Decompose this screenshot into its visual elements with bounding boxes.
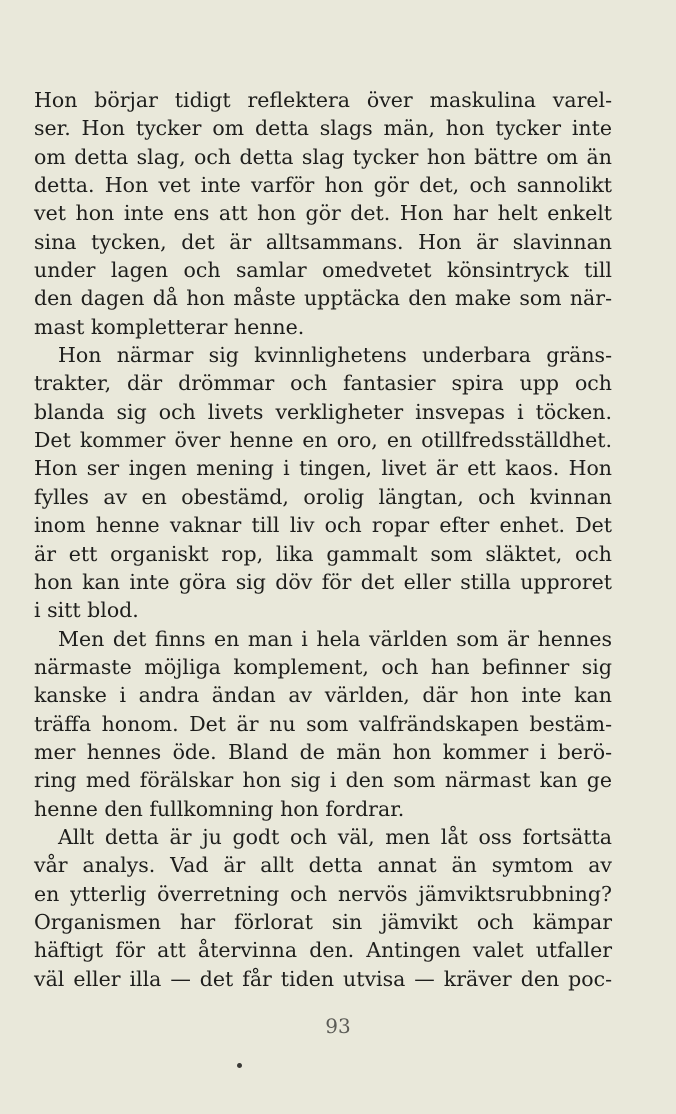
text-line: inom henne vaknar till liv och ropar efter enhet. Det [34, 513, 612, 538]
text-line: häftigt för att återvinna den. Antingen valet utfaller [34, 938, 612, 963]
text-line: ser. Hon tycker om detta slags män, hon tycker inte [34, 116, 612, 141]
paragraph-1 [34, 86, 612, 341]
text-line: henne den fullkomning hon fordrar. [34, 796, 405, 821]
text-line: närmaste möjliga komplement, och han befinner sig [34, 654, 612, 679]
text-line: Hon ser ingen mening i tingen, livet är ett kaos. Hon [34, 456, 612, 481]
text-line: under lagen och samlar omedvetet könsintryck till [34, 258, 612, 283]
page-number: 93 [325, 1014, 351, 1038]
text-line: Det kommer över henne en oro, en otillfredsställdhet. [34, 428, 612, 453]
text-line: vår analys. Vad är allt detta annat än symtom av [34, 853, 612, 878]
text-line: blanda sig och livets verkligheter insvepas i töcken. [34, 399, 612, 424]
text-line: Hon närmar sig kvinnlighetens underbara gräns- [58, 343, 612, 368]
text-line: är ett organiskt rop, lika gammalt som släktet, och [34, 541, 612, 566]
text-line: Organismen har förlorat sin jämvikt och kämpar [34, 909, 612, 934]
text-line: sina tycken, det är alltsammans. Hon är slavinnan [34, 229, 612, 254]
text-line: kanske i andra ändan av världen, där hon inte kan [34, 683, 612, 708]
text-line: Allt detta är ju godt och väl, men låt oss fortsätta [58, 824, 612, 849]
text-line: fylles av en obestämd, orolig längtan, och kvinnan [34, 484, 612, 509]
paragraph-2 [34, 341, 612, 624]
text-line: om detta slag, och detta slag tycker hon bättre om än [34, 144, 612, 169]
text-line: mast kompletterar henne. [34, 314, 305, 339]
text-line: Men det finns en man i hela världen som är hennes [58, 626, 612, 651]
text-line: trakter, där drömmar och fantasier spira upp och [34, 371, 612, 396]
text-line: detta. Hon vet inte varför hon gör det, och sannolikt [34, 173, 612, 198]
text-line: den dagen då hon måste upptäcka den make som när- [34, 286, 612, 311]
text-line: i sitt blod. [34, 598, 139, 623]
paragraph-4 [34, 823, 612, 993]
text-line: vet hon inte ens att hon gör det. Hon har helt enkelt [34, 201, 612, 226]
text-line: en ytterlig överretning och nervös jämviktsrubbning? [34, 881, 612, 906]
text-line: träffa honom. Det är nu som valfrändskapen bestäm- [34, 711, 612, 736]
ink-speck [237, 1063, 242, 1068]
text-line: ring med förälskar hon sig i den som närmast kan ge [34, 768, 612, 793]
paragraph-3 [34, 625, 612, 823]
body-text [34, 86, 612, 993]
text-line: Hon börjar tidigt reflektera över maskulina varel- [34, 88, 612, 112]
text-line: hon kan inte göra sig döv för det eller stilla upproret [34, 569, 612, 594]
text-line: väl eller illa — det får tiden utvisa — kräver den poc- [34, 966, 612, 991]
text-line: mer hennes öde. Bland de män hon kommer i berö- [34, 739, 612, 764]
